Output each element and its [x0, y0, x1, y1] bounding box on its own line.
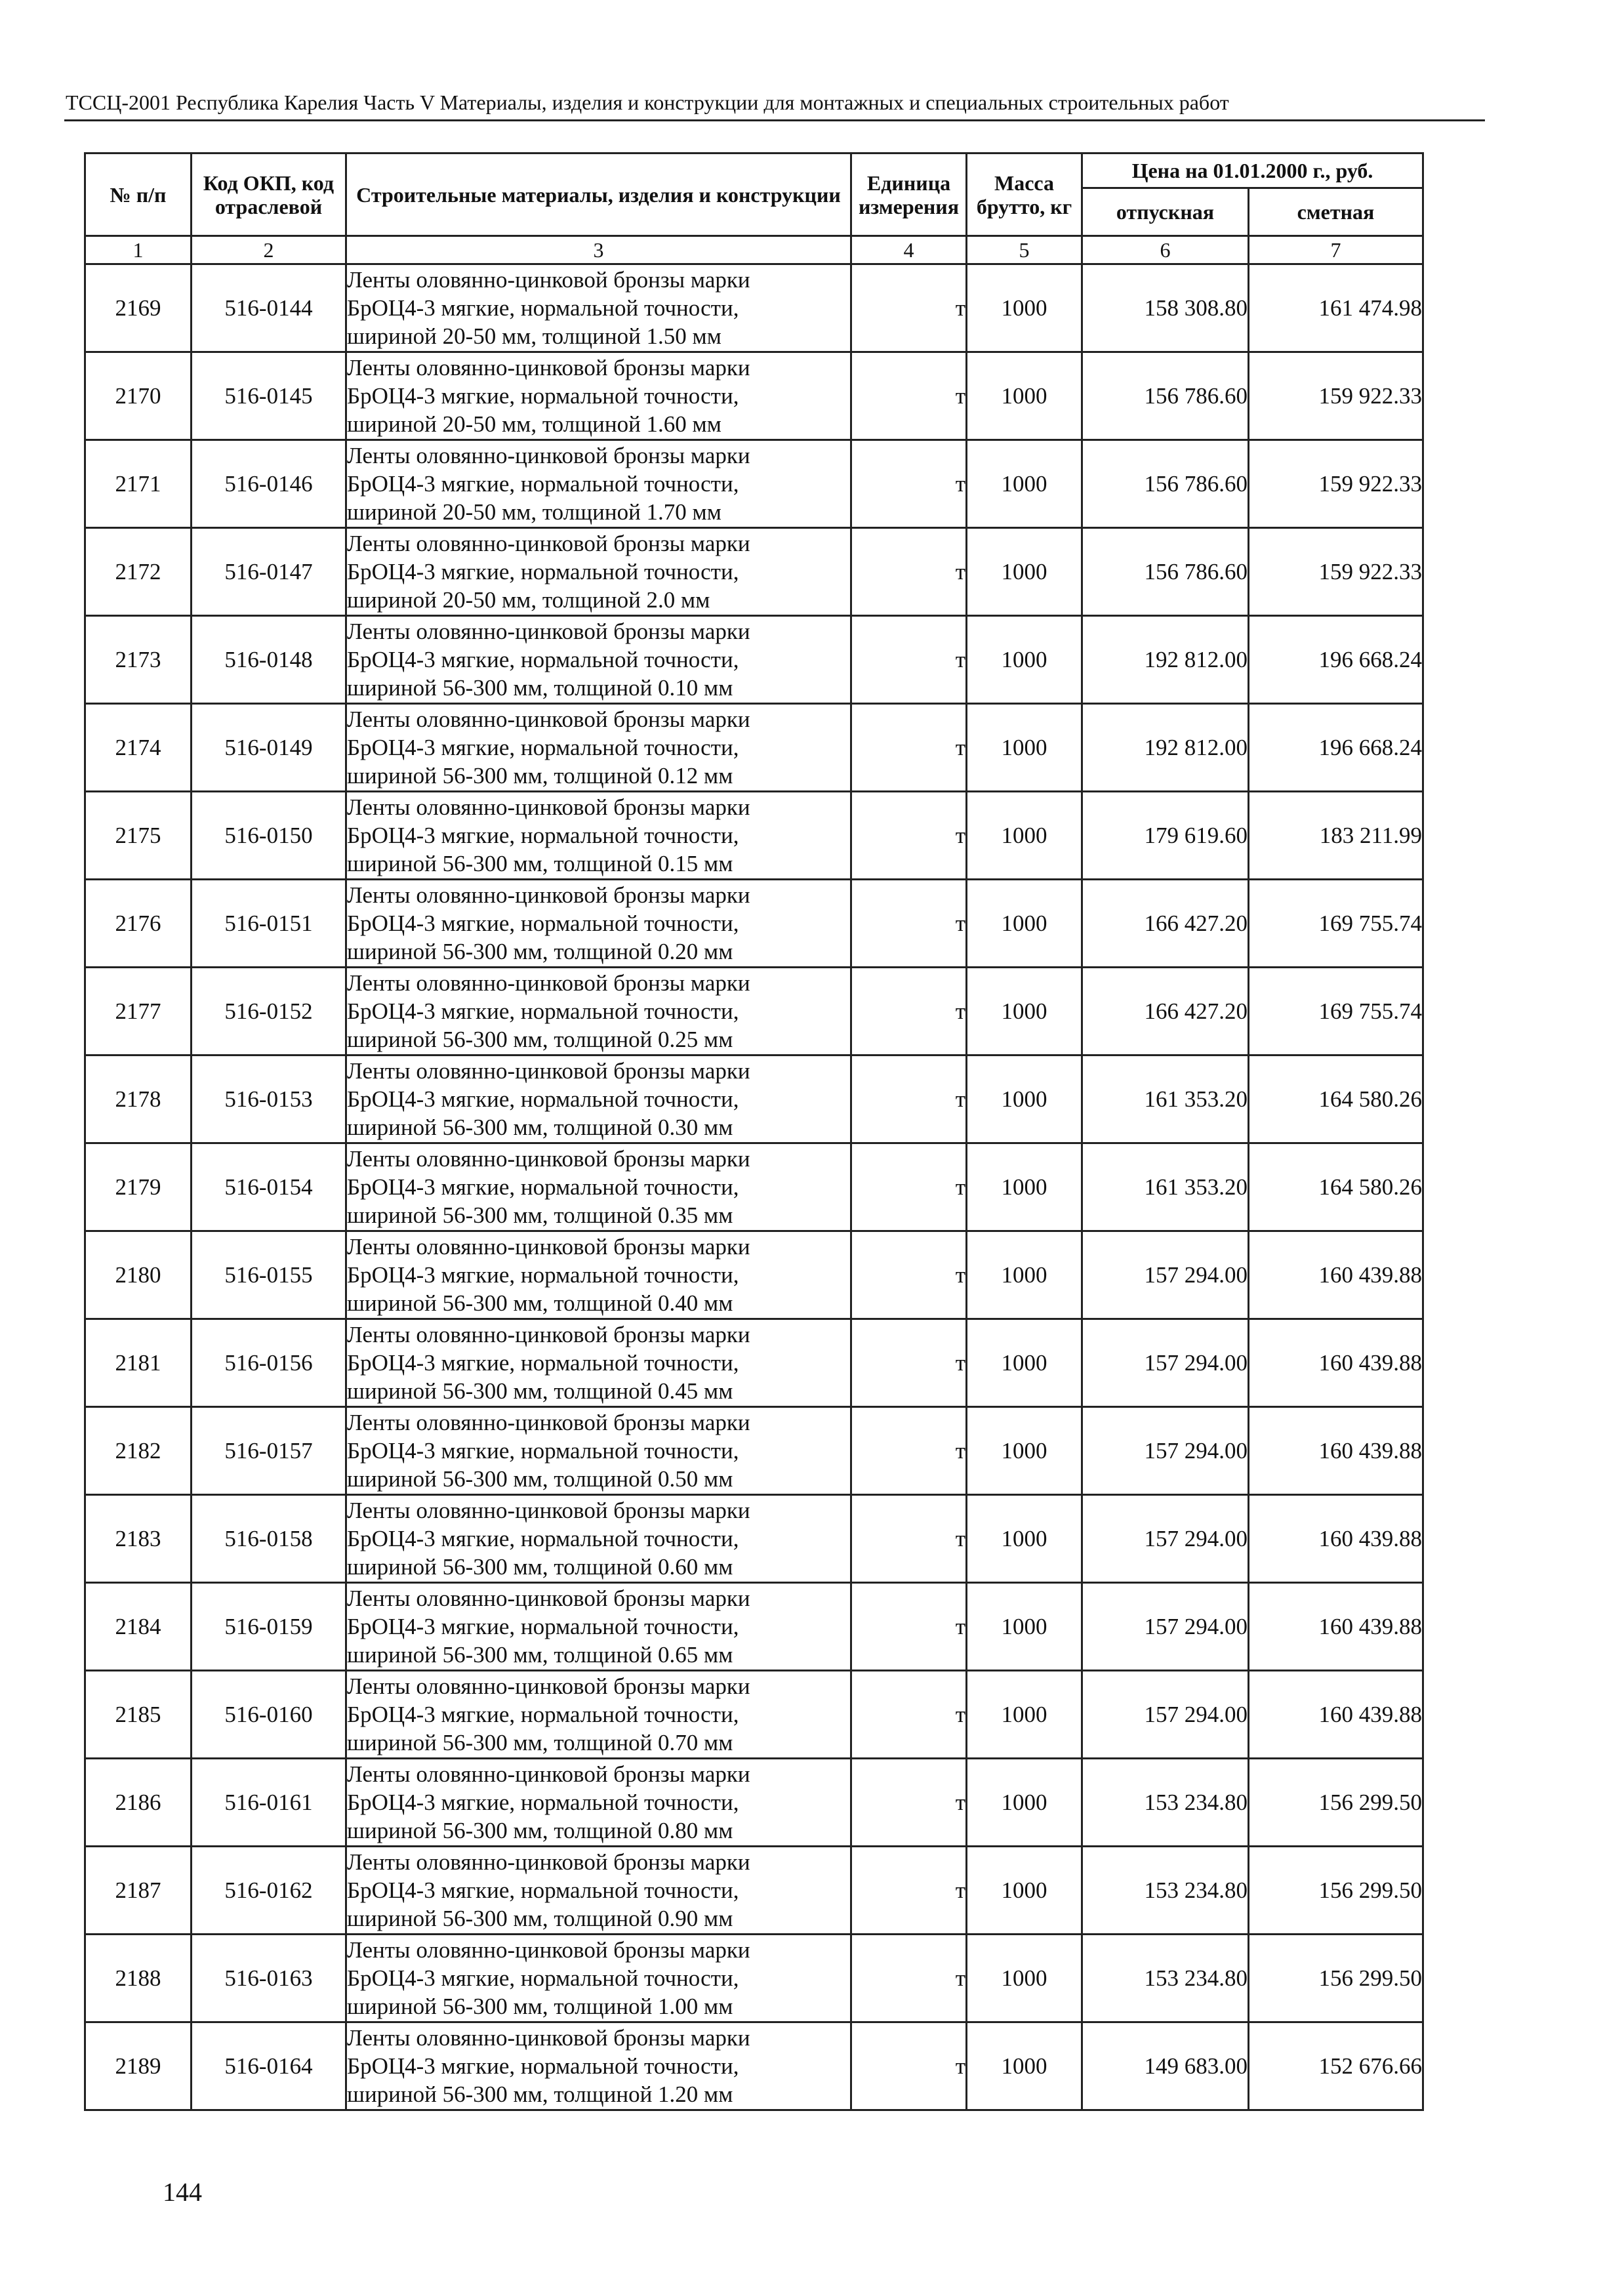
- description-line: БрОЦ4-3 мягкие, нормальной точности,: [347, 1174, 739, 1200]
- unit-of-measure: т: [851, 704, 967, 792]
- table-row: [85, 1056, 1423, 1143]
- table-row: [85, 1847, 1423, 1935]
- table-row: [85, 968, 1423, 1056]
- material-description: [346, 1671, 851, 1759]
- material-description: [346, 1056, 851, 1143]
- price-release: 156 786.60: [1082, 440, 1249, 528]
- gross-mass: 1000: [967, 264, 1082, 352]
- table-row: [85, 264, 1423, 352]
- price-release: 157 294.00: [1082, 1319, 1249, 1407]
- description-line: Ленты оловянно-цинковой бронзы марки: [347, 1586, 750, 1611]
- gross-mass: 1000: [967, 352, 1082, 440]
- unit-of-measure: т: [851, 1847, 967, 1935]
- description-line: шириной 56-300 мм, толщиной 0.30 мм: [347, 1115, 733, 1140]
- table-body: [85, 264, 1423, 2110]
- unit-of-measure: т: [851, 352, 967, 440]
- description-line: Ленты оловянно-цинковой бронзы марки: [347, 2025, 750, 2051]
- price-estimate: 160 439.88: [1249, 1407, 1423, 1495]
- material-description: [346, 1935, 851, 2022]
- description-line: шириной 20-50 мм, толщиной 2.0 мм: [347, 587, 710, 613]
- unit-of-measure: т: [851, 968, 967, 1056]
- price-release: 166 427.20: [1082, 880, 1249, 968]
- description-line: БрОЦ4-3 мягкие, нормальной точности,: [347, 1965, 739, 1991]
- price-estimate: 156 299.50: [1249, 1847, 1423, 1935]
- row-number: 2174: [85, 704, 192, 792]
- header-mass: Масса брутто, кг: [967, 154, 1082, 236]
- price-release: 149 683.00: [1082, 2022, 1249, 2110]
- gross-mass: 1000: [967, 1056, 1082, 1143]
- price-release: 192 812.00: [1082, 616, 1249, 704]
- description-line: Ленты оловянно-цинковой бронзы марки: [347, 1761, 750, 1787]
- material-description: [346, 792, 851, 880]
- row-number: 2177: [85, 968, 192, 1056]
- gross-mass: 1000: [967, 528, 1082, 616]
- gross-mass: 1000: [967, 616, 1082, 704]
- unit-of-measure: т: [851, 2022, 967, 2110]
- gross-mass: 1000: [967, 880, 1082, 968]
- description-line: БрОЦ4-3 мягкие, нормальной точности,: [347, 1262, 739, 1288]
- material-description: [346, 1759, 851, 1847]
- price-release: 153 234.80: [1082, 1847, 1249, 1935]
- description-line: шириной 56-300 мм, толщиной 0.10 мм: [347, 675, 733, 701]
- description-line: шириной 56-300 мм, толщиной 0.12 мм: [347, 763, 733, 789]
- price-estimate: 169 755.74: [1249, 968, 1423, 1056]
- header-divider: [64, 119, 1485, 121]
- unit-of-measure: т: [851, 1231, 967, 1319]
- price-estimate: 160 439.88: [1249, 1495, 1423, 1583]
- material-description: [346, 1847, 851, 1935]
- gross-mass: 1000: [967, 1495, 1082, 1583]
- price-release: 166 427.20: [1082, 968, 1249, 1056]
- description-line: Ленты оловянно-цинковой бронзы марки: [347, 970, 750, 996]
- description-line: БрОЦ4-3 мягкие, нормальной точности,: [347, 735, 739, 760]
- material-description: [346, 1495, 851, 1583]
- okp-code: 516-0145: [192, 352, 346, 440]
- unit-of-measure: т: [851, 1671, 967, 1759]
- material-description: [346, 1407, 851, 1495]
- price-estimate: 160 439.88: [1249, 1231, 1423, 1319]
- description-line: шириной 56-300 мм, толщиной 0.60 мм: [347, 1554, 733, 1580]
- gross-mass: 1000: [967, 1935, 1082, 2022]
- price-estimate: 196 668.24: [1249, 616, 1423, 704]
- okp-code: 516-0155: [192, 1231, 346, 1319]
- description-line: шириной 56-300 мм, толщиной 0.15 мм: [347, 851, 733, 876]
- price-release: 153 234.80: [1082, 1935, 1249, 2022]
- gross-mass: 1000: [967, 792, 1082, 880]
- price-estimate: 152 676.66: [1249, 2022, 1423, 2110]
- okp-code: 516-0144: [192, 264, 346, 352]
- unit-of-measure: т: [851, 1759, 967, 1847]
- price-estimate: 160 439.88: [1249, 1319, 1423, 1407]
- description-line: Ленты оловянно-цинковой бронзы марки: [347, 531, 750, 556]
- row-number: 2189: [85, 2022, 192, 2110]
- header-unit: Единица измерения: [851, 154, 967, 236]
- row-number: 2178: [85, 1056, 192, 1143]
- okp-code: 516-0162: [192, 1847, 346, 1935]
- price-release: 161 353.20: [1082, 1143, 1249, 1231]
- table-row: [85, 616, 1423, 704]
- material-description: [346, 704, 851, 792]
- description-line: Ленты оловянно-цинковой бронзы марки: [347, 1937, 750, 1963]
- description-line: Ленты оловянно-цинковой бронзы марки: [347, 1322, 750, 1347]
- gross-mass: 1000: [967, 1583, 1082, 1671]
- description-line: шириной 56-300 мм, толщиной 0.90 мм: [347, 1906, 733, 1931]
- description-line: Ленты оловянно-цинковой бронзы марки: [347, 1849, 750, 1875]
- description-line: БрОЦ4-3 мягкие, нормальной точности,: [347, 383, 739, 409]
- column-number: 5: [967, 236, 1082, 264]
- header-price-estimate: сметная: [1249, 188, 1423, 236]
- price-release: 157 294.00: [1082, 1671, 1249, 1759]
- okp-code: 516-0160: [192, 1671, 346, 1759]
- page-number: 144: [163, 2177, 202, 2207]
- description-line: шириной 56-300 мм, толщиной 0.25 мм: [347, 1027, 733, 1052]
- gross-mass: 1000: [967, 1759, 1082, 1847]
- description-line: шириной 56-300 мм, толщиной 0.65 мм: [347, 1642, 733, 1668]
- column-number: 6: [1082, 236, 1249, 264]
- price-estimate: 161 474.98: [1249, 264, 1423, 352]
- price-release: 161 353.20: [1082, 1056, 1249, 1143]
- description-line: Ленты оловянно-цинковой бронзы марки: [347, 1498, 750, 1523]
- description-line: БрОЦ4-3 мягкие, нормальной точности,: [347, 1790, 739, 1815]
- okp-code: 516-0151: [192, 880, 346, 968]
- gross-mass: 1000: [967, 704, 1082, 792]
- description-line: Ленты оловянно-цинковой бронзы марки: [347, 443, 750, 468]
- price-release: 157 294.00: [1082, 1231, 1249, 1319]
- row-number: 2170: [85, 352, 192, 440]
- unit-of-measure: т: [851, 440, 967, 528]
- description-line: шириной 20-50 мм, толщиной 1.50 мм: [347, 323, 721, 349]
- description-line: Ленты оловянно-цинковой бронзы марки: [347, 355, 750, 380]
- description-line: шириной 20-50 мм, толщиной 1.70 мм: [347, 499, 721, 525]
- description-line: Ленты оловянно-цинковой бронзы марки: [347, 1673, 750, 1699]
- column-number: 7: [1249, 236, 1423, 264]
- description-line: шириной 56-300 мм, толщиной 0.45 мм: [347, 1378, 733, 1404]
- price-estimate: 159 922.33: [1249, 528, 1423, 616]
- price-estimate: 160 439.88: [1249, 1671, 1423, 1759]
- price-estimate: 159 922.33: [1249, 352, 1423, 440]
- table-row: [85, 704, 1423, 792]
- okp-code: 516-0164: [192, 2022, 346, 2110]
- row-number: 2172: [85, 528, 192, 616]
- unit-of-measure: т: [851, 1319, 967, 1407]
- description-line: шириной 56-300 мм, толщиной 0.70 мм: [347, 1730, 733, 1755]
- description-line: шириной 56-300 мм, толщиной 0.50 мм: [347, 1466, 733, 1492]
- table-row: [85, 792, 1423, 880]
- table-row: [85, 352, 1423, 440]
- table-row: [85, 528, 1423, 616]
- description-line: Ленты оловянно-цинковой бронзы марки: [347, 707, 750, 732]
- row-number: 2184: [85, 1583, 192, 1671]
- row-number: 2185: [85, 1671, 192, 1759]
- okp-code: 516-0153: [192, 1056, 346, 1143]
- row-number: 2173: [85, 616, 192, 704]
- gross-mass: 1000: [967, 1231, 1082, 1319]
- description-line: шириной 56-300 мм, толщиной 1.20 мм: [347, 2081, 733, 2107]
- table-row: [85, 2022, 1423, 2110]
- okp-code: 516-0163: [192, 1935, 346, 2022]
- unit-of-measure: т: [851, 528, 967, 616]
- price-estimate: 160 439.88: [1249, 1583, 1423, 1671]
- unit-of-measure: т: [851, 1143, 967, 1231]
- description-line: Ленты оловянно-цинковой бронзы марки: [347, 1058, 750, 1084]
- okp-code: 516-0156: [192, 1319, 346, 1407]
- description-line: Ленты оловянно-цинковой бронзы марки: [347, 1146, 750, 1172]
- header-price-release: отпускная: [1082, 188, 1249, 236]
- table-row: [85, 1143, 1423, 1231]
- description-line: БрОЦ4-3 мягкие, нормальной точности,: [347, 1350, 739, 1376]
- column-number: 3: [346, 236, 851, 264]
- price-release: 156 786.60: [1082, 352, 1249, 440]
- price-estimate: 159 922.33: [1249, 440, 1423, 528]
- row-number: 2180: [85, 1231, 192, 1319]
- material-description: [346, 968, 851, 1056]
- price-estimate: 164 580.26: [1249, 1143, 1423, 1231]
- description-line: БрОЦ4-3 мягкие, нормальной точности,: [347, 559, 739, 584]
- description-line: шириной 56-300 мм, толщиной 0.20 мм: [347, 939, 733, 964]
- row-number: 2182: [85, 1407, 192, 1495]
- description-line: шириной 56-300 мм, толщиной 0.40 мм: [347, 1290, 733, 1316]
- price-table: [84, 152, 1424, 2111]
- description-line: Ленты оловянно-цинковой бронзы марки: [347, 267, 750, 293]
- column-number-row: [85, 236, 1423, 264]
- table-row: [85, 1231, 1423, 1319]
- description-line: БрОЦ4-3 мягкие, нормальной точности,: [347, 1702, 739, 1727]
- material-description: [346, 1143, 851, 1231]
- okp-code: 516-0146: [192, 440, 346, 528]
- row-number: 2175: [85, 792, 192, 880]
- description-line: Ленты оловянно-цинковой бронзы марки: [347, 619, 750, 644]
- description-line: БрОЦ4-3 мягкие, нормальной точности,: [347, 1877, 739, 1903]
- price-release: 157 294.00: [1082, 1583, 1249, 1671]
- column-number: 1: [85, 236, 192, 264]
- header-price-group: Цена на 01.01.2000 г., руб.: [1082, 154, 1423, 188]
- row-number: 2169: [85, 264, 192, 352]
- description-line: БрОЦ4-3 мягкие, нормальной точности,: [347, 647, 739, 672]
- description-line: Ленты оловянно-цинковой бронзы марки: [347, 1410, 750, 1435]
- material-description: [346, 2022, 851, 2110]
- material-description: [346, 264, 851, 352]
- unit-of-measure: т: [851, 1583, 967, 1671]
- price-estimate: 196 668.24: [1249, 704, 1423, 792]
- description-line: Ленты оловянно-цинковой бронзы марки: [347, 882, 750, 908]
- table-row: [85, 1319, 1423, 1407]
- price-estimate: 183 211.99: [1249, 792, 1423, 880]
- row-number: 2183: [85, 1495, 192, 1583]
- table-row: [85, 1759, 1423, 1847]
- description-line: шириной 20-50 мм, толщиной 1.60 мм: [347, 411, 721, 437]
- price-estimate: 156 299.50: [1249, 1935, 1423, 2022]
- price-release: 158 308.80: [1082, 264, 1249, 352]
- material-description: [346, 1319, 851, 1407]
- description-line: БрОЦ4-3 мягкие, нормальной точности,: [347, 1614, 739, 1639]
- price-release: 156 786.60: [1082, 528, 1249, 616]
- unit-of-measure: т: [851, 1407, 967, 1495]
- okp-code: 516-0158: [192, 1495, 346, 1583]
- row-number: 2181: [85, 1319, 192, 1407]
- material-description: [346, 880, 851, 968]
- description-line: БрОЦ4-3 мягкие, нормальной точности,: [347, 2053, 739, 2079]
- okp-code: 516-0157: [192, 1407, 346, 1495]
- price-release: 192 812.00: [1082, 704, 1249, 792]
- column-number: 2: [192, 236, 346, 264]
- okp-code: 516-0152: [192, 968, 346, 1056]
- row-number: 2187: [85, 1847, 192, 1935]
- unit-of-measure: т: [851, 616, 967, 704]
- gross-mass: 1000: [967, 1319, 1082, 1407]
- description-line: БрОЦ4-3 мягкие, нормальной точности,: [347, 295, 739, 321]
- header-name: Строительные материалы, изделия и конструкции: [346, 154, 851, 236]
- okp-code: 516-0149: [192, 704, 346, 792]
- row-number: 2186: [85, 1759, 192, 1847]
- price-release: 153 234.80: [1082, 1759, 1249, 1847]
- okp-code: 516-0154: [192, 1143, 346, 1231]
- gross-mass: 1000: [967, 968, 1082, 1056]
- column-number: 4: [851, 236, 967, 264]
- price-release: 157 294.00: [1082, 1407, 1249, 1495]
- unit-of-measure: т: [851, 880, 967, 968]
- material-description: [346, 1583, 851, 1671]
- price-estimate: 164 580.26: [1249, 1056, 1423, 1143]
- material-description: [346, 352, 851, 440]
- material-description: [346, 528, 851, 616]
- row-number: 2171: [85, 440, 192, 528]
- description-line: Ленты оловянно-цинковой бронзы марки: [347, 794, 750, 820]
- gross-mass: 1000: [967, 2022, 1082, 2110]
- table-row: [85, 440, 1423, 528]
- unit-of-measure: т: [851, 792, 967, 880]
- price-estimate: 156 299.50: [1249, 1759, 1423, 1847]
- unit-of-measure: т: [851, 1056, 967, 1143]
- header-code: Код ОКП, код отраслевой: [192, 154, 346, 236]
- row-number: 2179: [85, 1143, 192, 1231]
- description-line: БрОЦ4-3 мягкие, нормальной точности,: [347, 1438, 739, 1464]
- description-line: БрОЦ4-3 мягкие, нормальной точности,: [347, 911, 739, 936]
- gross-mass: 1000: [967, 440, 1082, 528]
- okp-code: 516-0147: [192, 528, 346, 616]
- row-number: 2176: [85, 880, 192, 968]
- okp-code: 516-0150: [192, 792, 346, 880]
- description-line: шириной 56-300 мм, толщиной 0.80 мм: [347, 1818, 733, 1843]
- price-release: 179 619.60: [1082, 792, 1249, 880]
- description-line: шириной 56-300 мм, толщиной 1.00 мм: [347, 1994, 733, 2019]
- okp-code: 516-0161: [192, 1759, 346, 1847]
- okp-code: 516-0148: [192, 616, 346, 704]
- table-row: [85, 1671, 1423, 1759]
- material-description: [346, 1231, 851, 1319]
- description-line: БрОЦ4-3 мягкие, нормальной точности,: [347, 998, 739, 1024]
- unit-of-measure: т: [851, 1935, 967, 2022]
- gross-mass: 1000: [967, 1671, 1082, 1759]
- table-row: [85, 1935, 1423, 2022]
- unit-of-measure: т: [851, 264, 967, 352]
- material-description: [346, 440, 851, 528]
- table-row: [85, 1583, 1423, 1671]
- description-line: БрОЦ4-3 мягкие, нормальной точности,: [347, 1086, 739, 1112]
- unit-of-measure: т: [851, 1495, 967, 1583]
- price-estimate: 169 755.74: [1249, 880, 1423, 968]
- description-line: БрОЦ4-3 мягкие, нормальной точности,: [347, 471, 739, 497]
- row-number: 2188: [85, 1935, 192, 2022]
- okp-code: 516-0159: [192, 1583, 346, 1671]
- document-header: ТССЦ-2001 Республика Карелия Часть V Материалы, изделия и конструкции для монтажных и специальных строительных работ: [66, 91, 1229, 114]
- description-line: Ленты оловянно-цинковой бронзы марки: [347, 1234, 750, 1260]
- price-release: 157 294.00: [1082, 1495, 1249, 1583]
- table-row: [85, 1407, 1423, 1495]
- gross-mass: 1000: [967, 1847, 1082, 1935]
- gross-mass: 1000: [967, 1407, 1082, 1495]
- description-line: БрОЦ4-3 мягкие, нормальной точности,: [347, 1526, 739, 1551]
- header-num: № п/п: [85, 154, 192, 236]
- table-row: [85, 1495, 1423, 1583]
- material-description: [346, 616, 851, 704]
- gross-mass: 1000: [967, 1143, 1082, 1231]
- description-line: БрОЦ4-3 мягкие, нормальной точности,: [347, 823, 739, 848]
- table-row: [85, 880, 1423, 968]
- description-line: шириной 56-300 мм, толщиной 0.35 мм: [347, 1202, 733, 1228]
